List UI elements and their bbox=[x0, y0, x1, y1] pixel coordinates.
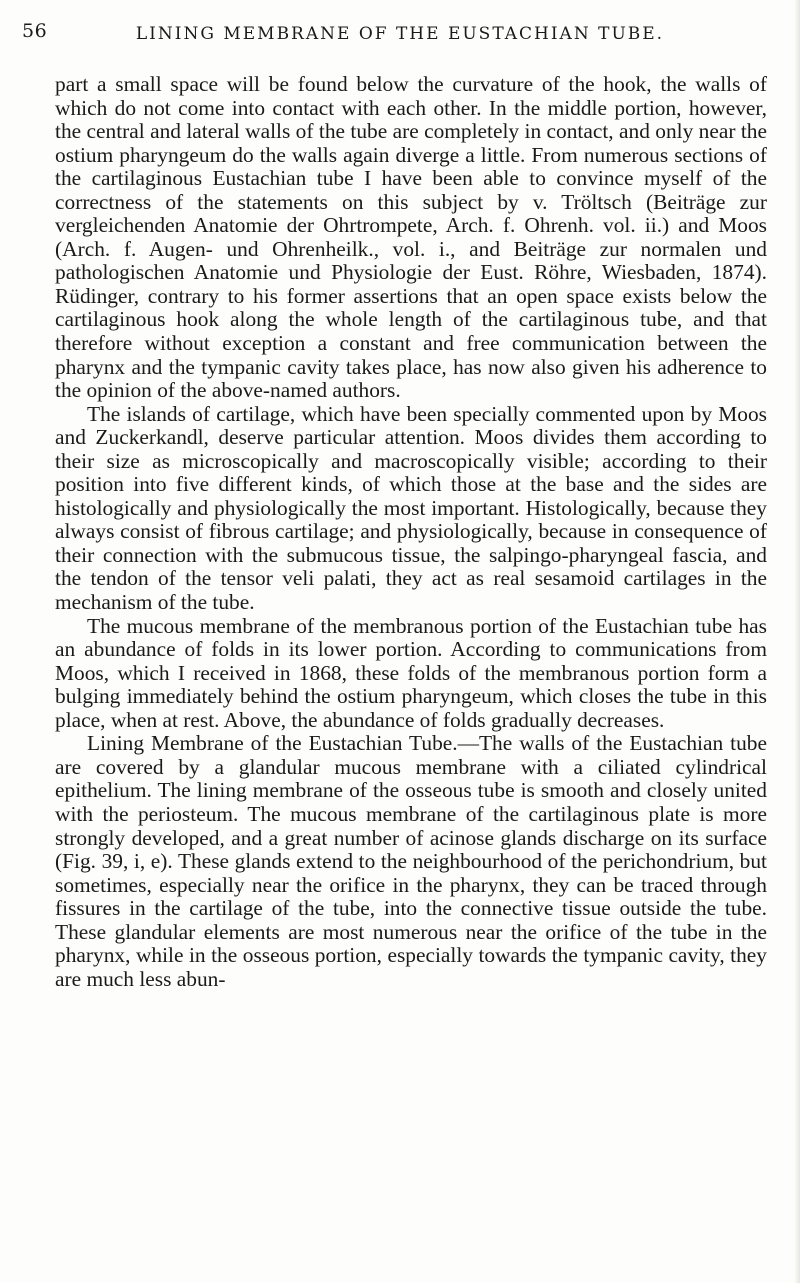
body-text bbox=[55, 73, 767, 991]
running-head: LINING MEMBRANE OF THE EUSTACHIAN TUBE. bbox=[135, 24, 665, 44]
paragraph-2: The islands of cartilage, which have been specially commented upon by Moos and Zuckerkandl, deserve particular attention. Moos divides them according to their size as microscopically and macroscopically visible; according to their position into five different kinds, of which those at the base and the sides are histologically and physiologically the most important. Histologically, because they always consist of fibrous cartilage; and physiologically, because in consequence of their connection with the submucous tissue, the salpingo-pharyngeal fascia, and the tendon of the tensor veli palati, they act as real sesamoid cartilages in the mechanism of the tube. bbox=[55, 401, 767, 615]
paragraph-1: part a small space will be found below the curvature of the hook, the walls of which do not come into contact with each other. In the middle portion, however, the central and lateral walls of the tube are completely in contact, and only near the ostium pharyngeum do the walls again diverge a little. From numerous sections of the cartilaginous Eustachian tube I have been able to convince myself of the correctness of the statements on this subject by v. Tröltsch (Beiträge zur vergleichenden Anatomie der Ohrtrompete, Arch. f. Ohrenh. vol. ii.) and Moos (Arch. f. Augen- und Ohrenheilk., vol. i., and Beiträge zur normalen und pathologischen Anatomie und Physiologie der Eust. Röhre, Wiesbaden, 1874). Rüdinger, contrary to his former assertions that an open space exists below the cartilaginous hook along the whole length of the cartilaginous tube, and that therefore without exception a constant and free communication between the pharynx and the tympanic cavity takes place, has now also given his adherence to the opinion of the above-named authors. bbox=[55, 72, 767, 403]
page-edge-shadow bbox=[794, 0, 800, 1283]
paragraph-4: Lining Membrane of the Eustachian Tube.—The walls of the Eustachian tube are covered by a glandular mucous membrane with a ciliated cylindrical epithelium. The lining membrane of the osseous tube is smooth and closely united with the periosteum. The mucous membrane of the cartilaginous plate is more strongly developed, and a great number of acinose glands discharge on its surface (Fig. 39, i, e). These glands extend to the neighbourhood of the perichondrium, but sometimes, especially near the orifice in the pharynx, they can be traced through fissures in the cartilage of the tube, into the connective tissue outside the tube. These glandular elements are most numerous near the orifice of the tube in the pharynx, while in the osseous portion, especially towards the tympanic cavity, they are much less abun- bbox=[55, 731, 767, 991]
page-number: 56 bbox=[22, 20, 48, 42]
paragraph-3: The mucous membrane of the membranous portion of the Eustachian tube has an abundance of folds in its lower portion. According to communications from Moos, which I received in 1868, these folds of the membranous portion form a bulging immediately behind the ostium pharyngeum, which closes the tube in this place, when at rest. Above, the abundance of folds gradually decreases. bbox=[55, 613, 767, 732]
